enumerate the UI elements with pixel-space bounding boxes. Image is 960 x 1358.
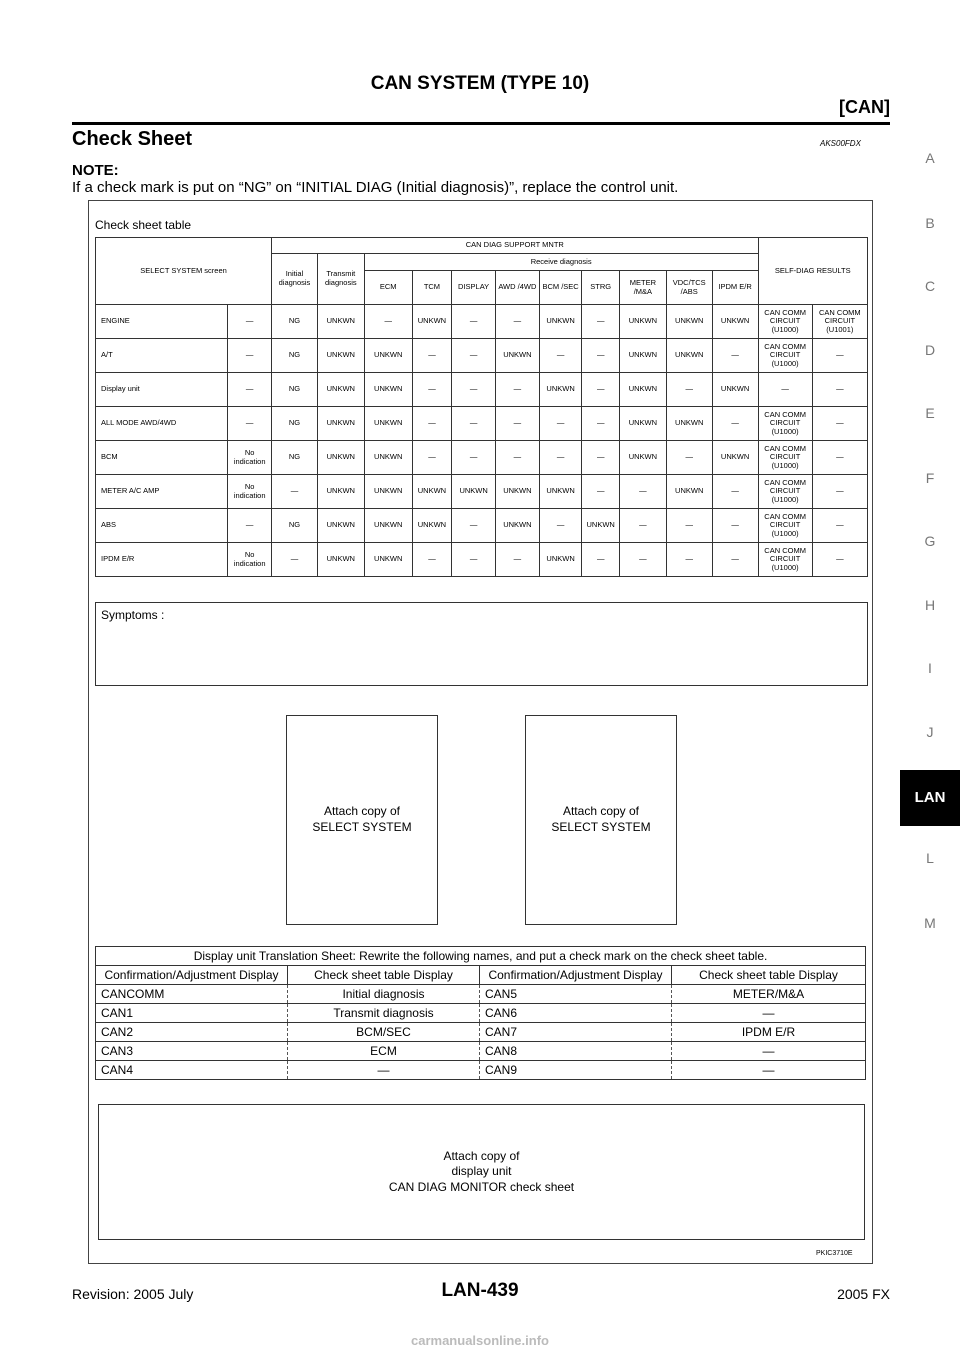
page-title: Check Sheet (72, 128, 193, 150)
check-table-cell: — (412, 339, 452, 373)
check-table-cell: UNKWN (364, 441, 412, 475)
translation-cell: METER/M&A (672, 985, 866, 1004)
check-table-cell: — (666, 373, 712, 407)
check-table-cell: — (619, 543, 666, 577)
check-table-cell: — (412, 407, 452, 441)
check-table-cell: UNKWN (317, 475, 364, 509)
symptoms-box (95, 602, 868, 686)
check-table-cell: — (452, 543, 496, 577)
check-table-cell: — (758, 373, 812, 407)
side-tab-active[interactable]: LAN (900, 770, 960, 826)
check-table-cell: UNKWN (712, 441, 758, 475)
check-table-cell: — (495, 373, 539, 407)
check-table-cell: UNKWN (317, 441, 364, 475)
check-table-cell: NG (272, 407, 318, 441)
check-table-row (96, 543, 868, 577)
translation-cell: CAN9 (480, 1061, 672, 1080)
receive-diagnosis-header: Receive diagnosis (364, 254, 758, 271)
check-table-cell: — (582, 305, 620, 339)
check-table-title: Check sheet table (95, 218, 192, 232)
check-table-cell: — (582, 407, 620, 441)
translation-column-header: Confirmation/Adjustment Display (96, 966, 288, 985)
check-table-row (96, 407, 868, 441)
check-table-cell: — (812, 373, 867, 407)
check-table-cell: UNKWN (452, 475, 496, 509)
translation-cell: CAN5 (480, 985, 672, 1004)
check-table-cell: — (666, 543, 712, 577)
check-table-cell: — (812, 509, 867, 543)
check-table-cell: UNKWN (619, 441, 666, 475)
system-name-cell: METER A/C AMP (96, 475, 228, 509)
select-system-header: SELECT SYSTEM screen (96, 238, 272, 305)
receive-column-header: METER /M&A (619, 271, 666, 305)
footer-model: 2005 FX (837, 1286, 890, 1302)
check-table-cell: UNKWN (317, 305, 364, 339)
check-table-cell: UNKWN (412, 475, 452, 509)
check-table-cell: UNKWN (364, 543, 412, 577)
check-table-row (96, 373, 868, 407)
receive-column-header: IPDM E/R (712, 271, 758, 305)
check-table-cell: CAN COMM CIRCUIT (U1000) (758, 339, 812, 373)
receive-column-header: TCM (412, 271, 452, 305)
check-table-cell: UNKWN (412, 305, 452, 339)
side-tab[interactable]: I (928, 660, 932, 676)
check-table-cell: CAN COMM CIRCUIT (U1001) (812, 305, 867, 339)
side-tab[interactable]: G (924, 533, 936, 549)
check-table-cell: — (452, 509, 496, 543)
translation-sheet-title: Display unit Translation Sheet: Rewrite the following names, and put a check mark on the check sheet table. (96, 947, 866, 966)
check-table-row (96, 305, 868, 339)
check-table-cell: UNKWN (364, 407, 412, 441)
figure-code: PKIC3710E (816, 1250, 853, 1257)
check-table-cell: — (812, 475, 867, 509)
check-table-cell: — (712, 509, 758, 543)
translation-cell: IPDM E/R (672, 1023, 866, 1042)
check-table-cell: — (228, 407, 272, 441)
system-name-cell: ENGINE (96, 305, 228, 339)
check-table-cell: UNKWN (712, 373, 758, 407)
check-table-cell: UNKWN (495, 339, 539, 373)
receive-column-header: DISPLAY (452, 271, 496, 305)
translation-sheet-table (95, 946, 866, 1080)
check-table-cell: CAN COMM CIRCUIT (U1000) (758, 441, 812, 475)
section-id: AKS00FDX (820, 139, 861, 148)
check-table-cell: NG (272, 305, 318, 339)
watermark: carmanualsonline.info (411, 1333, 549, 1348)
check-table-cell: — (582, 475, 620, 509)
check-table-cell: — (619, 509, 666, 543)
check-table-cell: — (228, 339, 272, 373)
check-table-cell: — (812, 339, 867, 373)
check-table-cell: — (582, 441, 620, 475)
document-title: CAN SYSTEM (TYPE 10) (370, 73, 590, 94)
check-table-cell: — (272, 543, 318, 577)
check-table-cell: — (712, 543, 758, 577)
check-table-cell: — (539, 441, 582, 475)
side-tab[interactable]: C (924, 278, 936, 294)
side-tab[interactable]: B (925, 215, 935, 231)
check-table-cell: — (495, 543, 539, 577)
receive-column-header: STRG (582, 271, 620, 305)
check-table-cell: UNKWN (412, 509, 452, 543)
receive-column-header: ECM (364, 271, 412, 305)
translation-column-header: Check sheet table Display (672, 966, 866, 985)
check-sheet-table (95, 237, 868, 577)
attach-select-system-box-1: Attach copy of SELECT SYSTEM (286, 715, 438, 925)
translation-column-header: Check sheet table Display (288, 966, 480, 985)
check-table-cell: UNKWN (666, 475, 712, 509)
translation-cell: CAN7 (480, 1023, 672, 1042)
translation-cell: CAN8 (480, 1042, 672, 1061)
header-rule (72, 122, 890, 125)
symptoms-label: Symptoms : (101, 608, 165, 622)
check-table-cell: UNKWN (582, 509, 620, 543)
system-name-cell: Display unit (96, 373, 228, 407)
initial-diagnosis-header: Initial diagnosis (272, 254, 318, 305)
check-table-cell: UNKWN (712, 305, 758, 339)
check-table-cell: — (412, 373, 452, 407)
translation-cell: CANCOMM (96, 985, 288, 1004)
attach-can-diag-monitor-box: Attach copy of display unit CAN DIAG MONITOR check sheet (98, 1104, 865, 1240)
check-table-cell: NG (272, 441, 318, 475)
check-table-cell: — (412, 543, 452, 577)
translation-cell: ECM (288, 1042, 480, 1061)
check-table-cell: — (712, 475, 758, 509)
receive-column-header: AWD /4WD (495, 271, 539, 305)
check-table-cell: — (619, 475, 666, 509)
check-table-cell: UNKWN (666, 339, 712, 373)
system-name-cell: BCM (96, 441, 228, 475)
self-diag-header: SELF-DIAG RESULTS (758, 238, 867, 305)
translation-row (96, 985, 866, 1004)
check-table-cell: — (712, 407, 758, 441)
check-table-cell: UNKWN (317, 373, 364, 407)
check-table-cell: UNKWN (364, 339, 412, 373)
check-table-cell: — (582, 543, 620, 577)
check-table-row (96, 339, 868, 373)
check-table-cell: NG (272, 509, 318, 543)
side-tab[interactable]: D (924, 342, 936, 358)
check-table-cell: — (539, 509, 582, 543)
check-table-cell: — (452, 373, 496, 407)
check-table-cell: NG (272, 373, 318, 407)
check-table-cell: UNKWN (317, 339, 364, 373)
translation-cell: — (672, 1061, 866, 1080)
side-tab[interactable]: F (925, 470, 935, 486)
side-tab[interactable]: E (925, 405, 935, 421)
translation-cell: Initial diagnosis (288, 985, 480, 1004)
translation-column-header: Confirmation/Adjustment Display (480, 966, 672, 985)
check-table-cell: — (364, 305, 412, 339)
check-table-cell: — (495, 407, 539, 441)
check-table-cell: UNKWN (364, 373, 412, 407)
check-table-cell: UNKWN (619, 407, 666, 441)
translation-cell: — (672, 1004, 866, 1023)
check-table-cell: — (452, 339, 496, 373)
side-tab[interactable]: L (926, 850, 934, 866)
translation-cell: CAN4 (96, 1061, 288, 1080)
translation-cell: Transmit diagnosis (288, 1004, 480, 1023)
system-name-cell: ALL MODE AWD/4WD (96, 407, 228, 441)
footer-revision: Revision: 2005 July (72, 1286, 194, 1302)
translation-row (96, 1042, 866, 1061)
translation-cell: CAN1 (96, 1004, 288, 1023)
check-table-cell: — (582, 339, 620, 373)
translation-row (96, 1004, 866, 1023)
check-table-cell: — (495, 305, 539, 339)
check-table-cell: — (452, 407, 496, 441)
check-table-cell: CAN COMM CIRCUIT (U1000) (758, 543, 812, 577)
system-name-cell: ABS (96, 509, 228, 543)
check-table-cell: — (272, 475, 318, 509)
check-table-cell: UNKWN (364, 475, 412, 509)
translation-row (96, 1023, 866, 1042)
check-table-cell: — (812, 407, 867, 441)
check-table-cell: No indication (228, 441, 272, 475)
support-monitor-header: CAN DIAG SUPPORT MNTR (272, 238, 759, 254)
check-table-cell: UNKWN (364, 509, 412, 543)
check-table-cell: UNKWN (666, 407, 712, 441)
check-table-cell: UNKWN (539, 305, 582, 339)
check-table-cell: UNKWN (317, 509, 364, 543)
translation-cell: — (288, 1061, 480, 1080)
check-table-row (96, 441, 868, 475)
transmit-diagnosis-header: Transmit diagnosis (317, 254, 364, 305)
check-table-cell: UNKWN (317, 407, 364, 441)
check-table-cell: CAN COMM CIRCUIT (U1000) (758, 475, 812, 509)
check-table-cell: — (712, 339, 758, 373)
system-name-cell: IPDM E/R (96, 543, 228, 577)
check-table-row (96, 509, 868, 543)
check-table-cell: — (539, 407, 582, 441)
note-label: NOTE: (72, 162, 119, 179)
check-table-cell: — (452, 441, 496, 475)
check-table-cell: UNKWN (619, 339, 666, 373)
check-table-cell: — (412, 441, 452, 475)
check-table-cell: UNKWN (666, 305, 712, 339)
translation-cell: CAN2 (96, 1023, 288, 1042)
check-table-cell: UNKWN (495, 509, 539, 543)
check-table-cell: No indication (228, 475, 272, 509)
side-tab[interactable]: A (925, 150, 935, 166)
check-table-cell: — (812, 543, 867, 577)
check-table-cell: UNKWN (619, 305, 666, 339)
receive-column-header: VDC/TCS /ABS (666, 271, 712, 305)
check-table-cell: UNKWN (317, 543, 364, 577)
system-name-cell: A/T (96, 339, 228, 373)
check-table-cell: — (582, 373, 620, 407)
translation-row (96, 1061, 866, 1080)
translation-cell: CAN3 (96, 1042, 288, 1061)
translation-cell: CAN6 (480, 1004, 672, 1023)
page-number: LAN-439 (441, 1280, 519, 1301)
translation-cell: — (672, 1042, 866, 1061)
check-table-cell: — (228, 305, 272, 339)
check-table-cell: CAN COMM CIRCUIT (U1000) (758, 407, 812, 441)
check-table-cell: — (452, 305, 496, 339)
note-text: If a check mark is put on “NG” on “INITIAL DIAG (Initial diagnosis)”, replace the control unit. (72, 179, 679, 196)
check-table-cell: — (666, 509, 712, 543)
check-table-cell: — (812, 441, 867, 475)
check-table-cell: UNKWN (495, 475, 539, 509)
check-table-cell: UNKWN (619, 373, 666, 407)
check-table-cell: UNKWN (539, 475, 582, 509)
check-table-cell: UNKWN (539, 543, 582, 577)
side-tab[interactable]: H (924, 597, 936, 613)
check-table-row (96, 475, 868, 509)
check-table-cell: No indication (228, 543, 272, 577)
side-tab[interactable]: M (924, 915, 936, 931)
receive-column-header: BCM /SEC (539, 271, 582, 305)
check-table-cell: CAN COMM CIRCUIT (U1000) (758, 305, 812, 339)
check-table-cell: — (495, 441, 539, 475)
check-table-cell: UNKWN (539, 373, 582, 407)
side-tab[interactable]: J (926, 724, 934, 740)
check-table-cell: CAN COMM CIRCUIT (U1000) (758, 509, 812, 543)
translation-cell: BCM/SEC (288, 1023, 480, 1042)
check-table-cell: NG (272, 339, 318, 373)
check-table-cell: — (539, 339, 582, 373)
check-table-cell: — (228, 509, 272, 543)
check-table-cell: — (228, 373, 272, 407)
attach-select-system-box-2: Attach copy of SELECT SYSTEM (525, 715, 677, 925)
section-code: [CAN] (839, 97, 890, 117)
check-table-cell: — (666, 441, 712, 475)
